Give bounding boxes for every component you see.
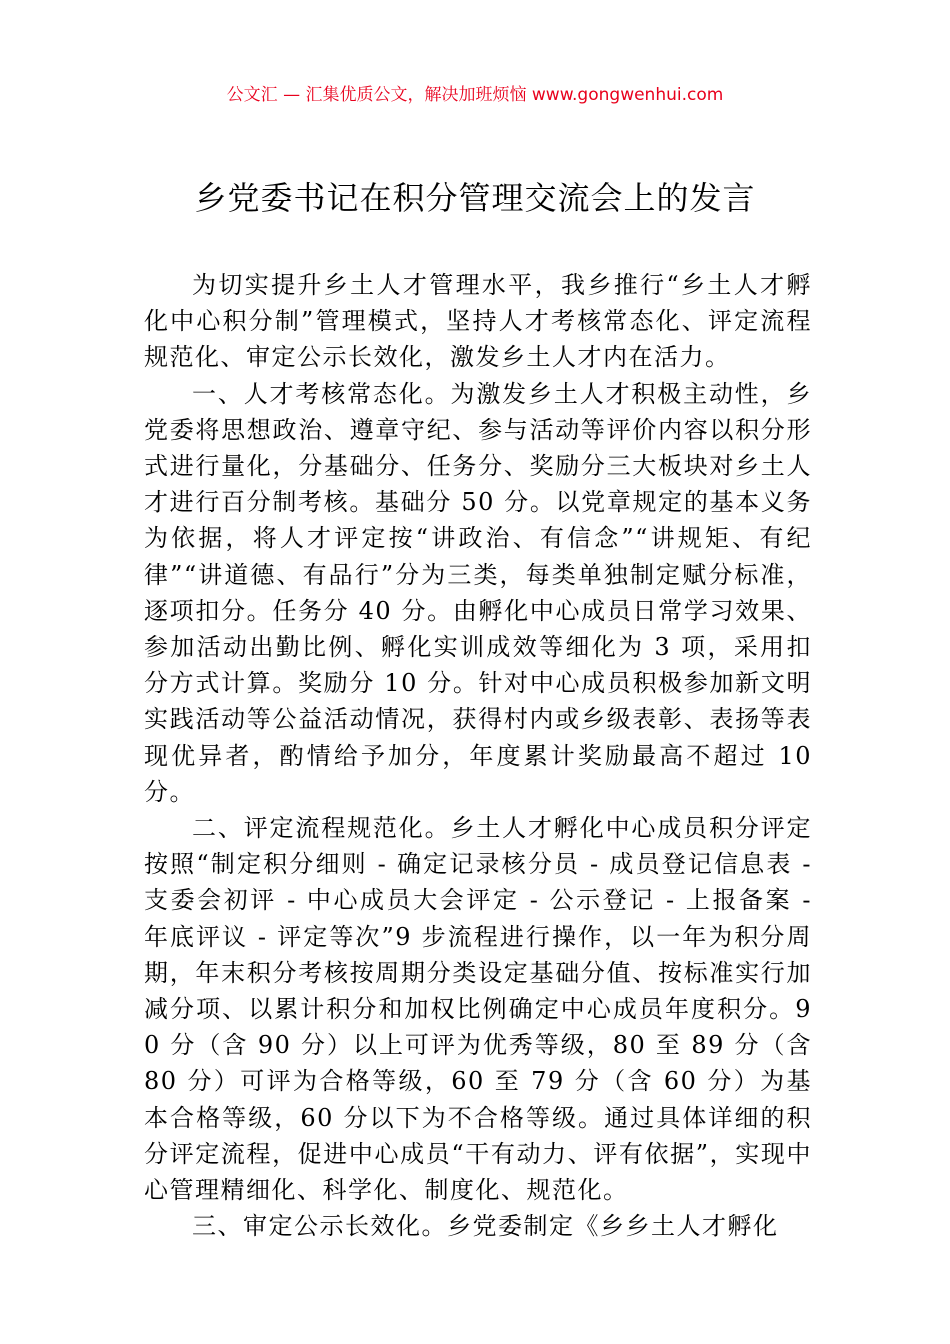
paragraph-intro: 为切实提升乡土人才管理水平，我乡推行“乡土人才孵化中心积分制”管理模式，坚持人才考核常态化、评定流程规范化、审定公示长效化，激发乡土人才内在活力。 [144, 271, 812, 372]
paragraph-section-1: 一、人才考核常态化。为激发乡土人才积极主动性，乡党委将思想政治、遵章守纪、参与活动等评价内容以积分形式进行量化，分基础分、任务分、奖励分三大板块对乡土人才进行百分制考核。基础分 50 分。以党章规定的基本义务为依据，将人才评定按“讲政治、有信念”“讲规矩、有纪律”“讲道德、有品行”分为三类，每类单独制定赋分标准，逐项扣分。任务分 40 分。由孵化中心成员日常学习效果、参加活动出勤比例、孵化实训成效等细化为 3 项，采用扣分方式计算。奖励分 10 分。针对中心成员积极参加新文明实践活动等公益活动情况，获得村内或乡级表彰、表扬等表现优异者，酌情给予加分，年度累计奖励最高不超过 10 分。 [144, 379, 812, 806]
paragraph-section-2: 二、评定流程规范化。乡土人才孵化中心成员积分评定按照“制定积分细则 - 确定记录核分员 - 成员登记信息表 - 支委会初评 - 中心成员大会评定 - 公示登记 - 上报备案 - 年底评议 - 评定等次”9 步流程进行操作，以一年为积分周期，年末积分考核按周期分类设定基础分值、按标准实行加减分项、以累计积分和加权比例确定中心成员年度积分。90 分（含 90 分）以上可评为优秀等级，80 至 89 分（含 80 分）可评为合格等级，60 至 79 分（含 60 分）为基本合格等级，60 分以下为不合格等级。通过具体详细的积分评定流程，促进中心成员“干有动力、评有依据”，实现中心管理精细化、科学化、制度化、规范化。 [144, 814, 812, 1205]
header-banner[interactable]: 公文汇 — 汇集优质公文，解决加班烦恼 www.gongwenhui.com [226, 85, 724, 105]
paragraph-section-3: 三、审定公示长效化。乡党委制定《乡乡土人才孵化 [192, 1212, 779, 1241]
page-title: 乡党委书记在积分管理交流会上的发言 [194, 179, 756, 217]
document-body [144, 267, 812, 1244]
